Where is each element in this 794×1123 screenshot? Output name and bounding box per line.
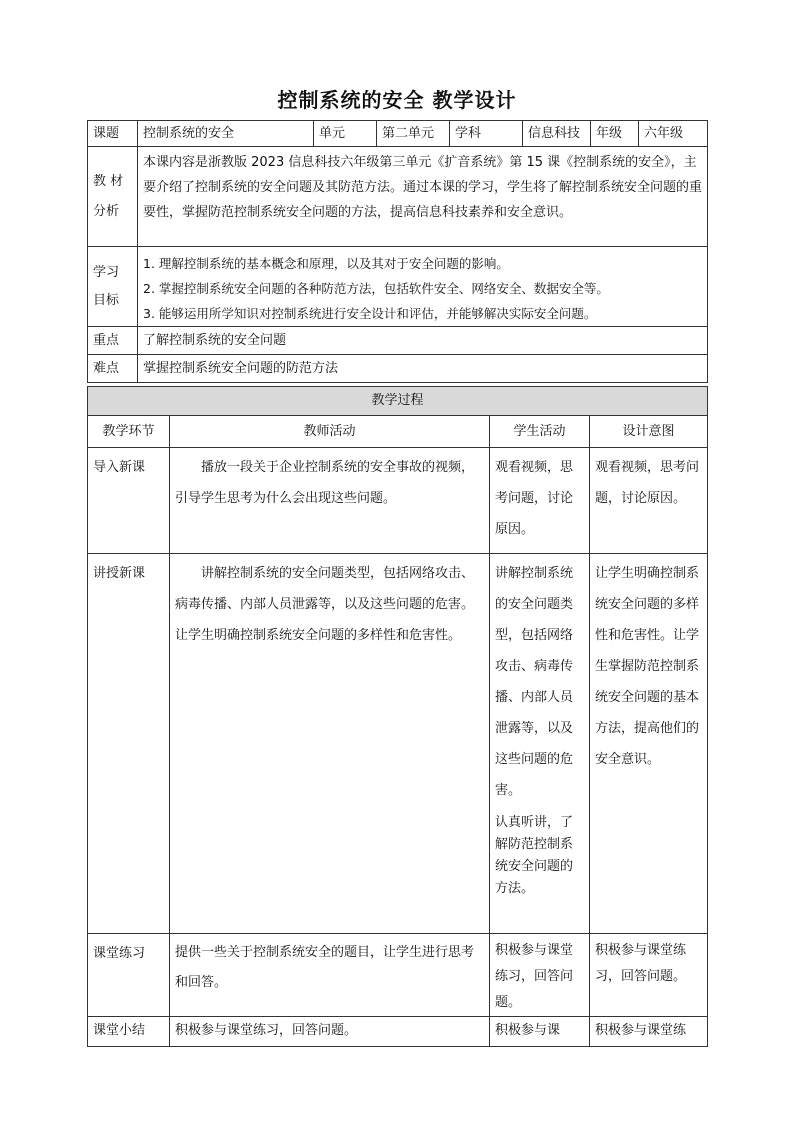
goal-item: 3. 能够运用所学知识对控制系统进行安全设计和评估，并能够解决实际安全问题。 (143, 306, 597, 321)
student-activity: 观看视频，思考问题，讨论原因。 (490, 448, 590, 554)
design-intent: 积极参与课堂练 (590, 1017, 708, 1047)
goals-label: 学习 目标 (88, 247, 138, 327)
topic-label: 课题 (88, 121, 138, 147)
difficulty-label: 难点 (88, 355, 138, 383)
analysis-text: 本课内容是浙教版 2023 信息科技六年级第三单元《扩音系统》第 15 课《控制系统的安全》，主要介绍了控制系统的安全问题及其防范方法。通过本课的学习，学生将了解控制系统安全问题的重要性，掌握防范控制系统安全问题的方法，提高信息科技素养和安全意识。 (138, 147, 708, 247)
unit-label: 单元 (314, 121, 377, 147)
info-table (87, 120, 708, 383)
grade-label: 年级 (591, 121, 639, 147)
design-intent: 让学生明确控制系统安全问题的多样性和危害性。让学生掌握防范控制系统安全问题的基本方法，提高他们的安全意识。 (590, 554, 708, 934)
stage-cell: 导入新课 (88, 448, 170, 554)
document-title: 控制系统的安全 教学设计 (277, 88, 517, 112)
student-activity: 积极参与课 (490, 1017, 590, 1047)
goal-item: 1. 理解控制系统的基本概念和原理，以及其对于安全问题的影响。 (143, 256, 509, 271)
process-table (87, 386, 708, 1047)
grade-value: 六年级 (639, 121, 708, 147)
teacher-activity: 播放一段关于企业控制系统的安全事故的视频，引导学生思考为什么会出现这些问题。 (170, 448, 490, 554)
key-value: 了解控制系统的安全问题 (138, 327, 708, 355)
difficulty-value: 掌握控制系统安全问题的防范方法 (138, 355, 708, 383)
unit-value: 第二单元 (377, 121, 450, 147)
analysis-label: 教 材 分析 (88, 147, 138, 247)
teacher-activity: 提供一些关于控制系统安全的题目，让学生进行思考和回答。 (170, 934, 490, 1017)
design-intent: 积极参与课堂练习，回答问题。 (590, 934, 708, 1017)
design-intent: 观看视频，思考问题，讨论原因。 (590, 448, 708, 554)
subject-label: 学科 (450, 121, 523, 147)
column-header: 设计意图 (590, 416, 708, 448)
key-label: 重点 (88, 327, 138, 355)
stage-cell: 讲授新课 (88, 554, 170, 934)
student-activity-cell (490, 554, 590, 934)
teacher-activity: 积极参与课堂练习，回答问题。 (170, 1017, 490, 1047)
process-heading: 教学过程 (88, 387, 708, 416)
stage-cell: 课堂练习 (88, 934, 170, 1017)
column-header: 学生活动 (490, 416, 590, 448)
goal-item: 2. 掌握控制系统安全问题的各种防范方法，包括软件安全、网络安全、数据安全等。 (143, 281, 609, 296)
topic-value: 控制系统的安全 (138, 121, 314, 147)
student-activity-extra: 认真听讲，了解防范控制系统安全问题的方法。 (495, 815, 574, 896)
stage-cell: 课堂小结 (88, 1017, 170, 1047)
column-header: 教师活动 (170, 416, 490, 448)
subject-value: 信息科技 (523, 121, 591, 147)
student-activity: 讲解控制系统的安全问题类型，包括网络攻击、病毒传播、内部人员泄露等，以及这些问题的危害。 (495, 566, 574, 798)
teacher-activity: 讲解控制系统的安全问题类型，包括网络攻击、病毒传播、内部人员泄露等，以及这些问题的危害。让学生明确控制系统安全问题的多样性和危害性。 (170, 554, 490, 934)
column-header: 教学环节 (88, 416, 170, 448)
goals-list (138, 247, 707, 326)
student-activity: 积极参与课堂练习，回答问题。 (490, 934, 590, 1017)
